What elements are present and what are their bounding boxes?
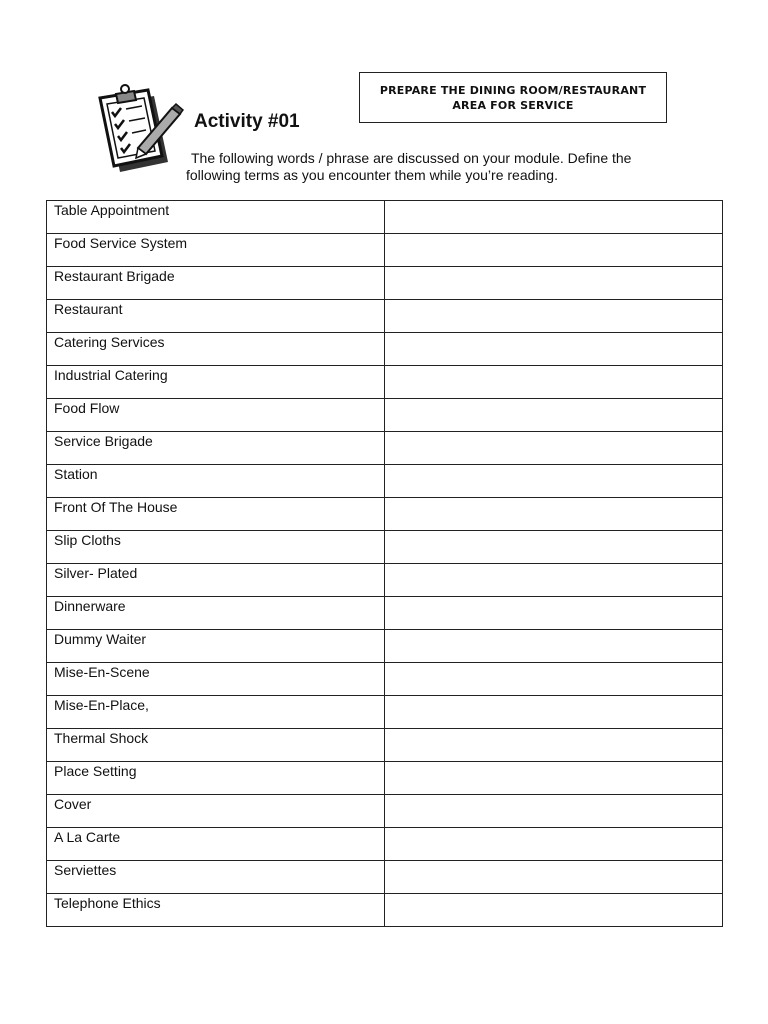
section-header-box: [359, 72, 667, 123]
activity-title: Activity #01: [194, 111, 300, 132]
table-row: [47, 663, 723, 696]
term-cell: A La Carte: [47, 828, 385, 861]
term-cell: Food Flow: [47, 399, 385, 432]
definition-cell[interactable]: [385, 894, 723, 927]
term-cell: Table Appointment: [47, 201, 385, 234]
section-header-line1: PREPARE THE DINING ROOM/RESTAURANT: [379, 83, 647, 97]
definition-cell[interactable]: [385, 333, 723, 366]
table-row: [47, 432, 723, 465]
table-row: [47, 399, 723, 432]
term-cell: Front Of The House: [47, 498, 385, 531]
table-row: [47, 795, 723, 828]
table-row: [47, 564, 723, 597]
term-cell: Silver- Plated: [47, 564, 385, 597]
section-header-line2: AREA FOR SERVICE: [452, 98, 574, 112]
definition-cell[interactable]: [385, 630, 723, 663]
table-row: [47, 729, 723, 762]
table-row: [47, 300, 723, 333]
terms-table: [46, 200, 723, 927]
definition-cell[interactable]: [385, 432, 723, 465]
term-cell: Mise-En-Place,: [47, 696, 385, 729]
instructions-line1: The following words / phrase are discussed on your module. Define the: [191, 150, 632, 166]
instructions: [186, 150, 706, 184]
instructions-line2: following terms as you encounter them while you’re reading.: [186, 167, 558, 183]
definition-cell[interactable]: [385, 300, 723, 333]
term-cell: Food Service System: [47, 234, 385, 267]
term-cell: Telephone Ethics: [47, 894, 385, 927]
definition-cell[interactable]: [385, 663, 723, 696]
definition-cell[interactable]: [385, 564, 723, 597]
definition-cell[interactable]: [385, 696, 723, 729]
definition-cell[interactable]: [385, 399, 723, 432]
table-row: [47, 762, 723, 795]
table-row: [47, 828, 723, 861]
definition-cell[interactable]: [385, 498, 723, 531]
term-cell: Cover: [47, 795, 385, 828]
term-cell: Place Setting: [47, 762, 385, 795]
table-row: [47, 234, 723, 267]
definition-cell[interactable]: [385, 795, 723, 828]
term-cell: Catering Services: [47, 333, 385, 366]
table-row: [47, 597, 723, 630]
term-cell: Mise-En-Scene: [47, 663, 385, 696]
definition-cell[interactable]: [385, 366, 723, 399]
table-row: [47, 465, 723, 498]
table-row: [47, 201, 723, 234]
definition-cell[interactable]: [385, 267, 723, 300]
definition-cell[interactable]: [385, 597, 723, 630]
term-cell: Station: [47, 465, 385, 498]
term-cell: Slip Cloths: [47, 531, 385, 564]
definition-cell[interactable]: [385, 234, 723, 267]
definition-cell[interactable]: [385, 762, 723, 795]
term-cell: Industrial Catering: [47, 366, 385, 399]
table-row: [47, 531, 723, 564]
term-cell: Restaurant: [47, 300, 385, 333]
term-cell: Thermal Shock: [47, 729, 385, 762]
table-row: [47, 333, 723, 366]
definition-cell[interactable]: [385, 861, 723, 894]
definition-cell[interactable]: [385, 201, 723, 234]
term-cell: Dinnerware: [47, 597, 385, 630]
clipboard-icon: [88, 78, 184, 174]
term-cell: Dummy Waiter: [47, 630, 385, 663]
table-row: [47, 366, 723, 399]
term-cell: Serviettes: [47, 861, 385, 894]
terms-table-body: [47, 201, 723, 927]
table-row: [47, 861, 723, 894]
definition-cell[interactable]: [385, 531, 723, 564]
term-cell: Service Brigade: [47, 432, 385, 465]
definition-cell[interactable]: [385, 729, 723, 762]
table-row: [47, 267, 723, 300]
definition-cell[interactable]: [385, 828, 723, 861]
term-cell: Restaurant Brigade: [47, 267, 385, 300]
table-row: [47, 630, 723, 663]
table-row: [47, 498, 723, 531]
table-row: [47, 894, 723, 927]
table-row: [47, 696, 723, 729]
definition-cell[interactable]: [385, 465, 723, 498]
